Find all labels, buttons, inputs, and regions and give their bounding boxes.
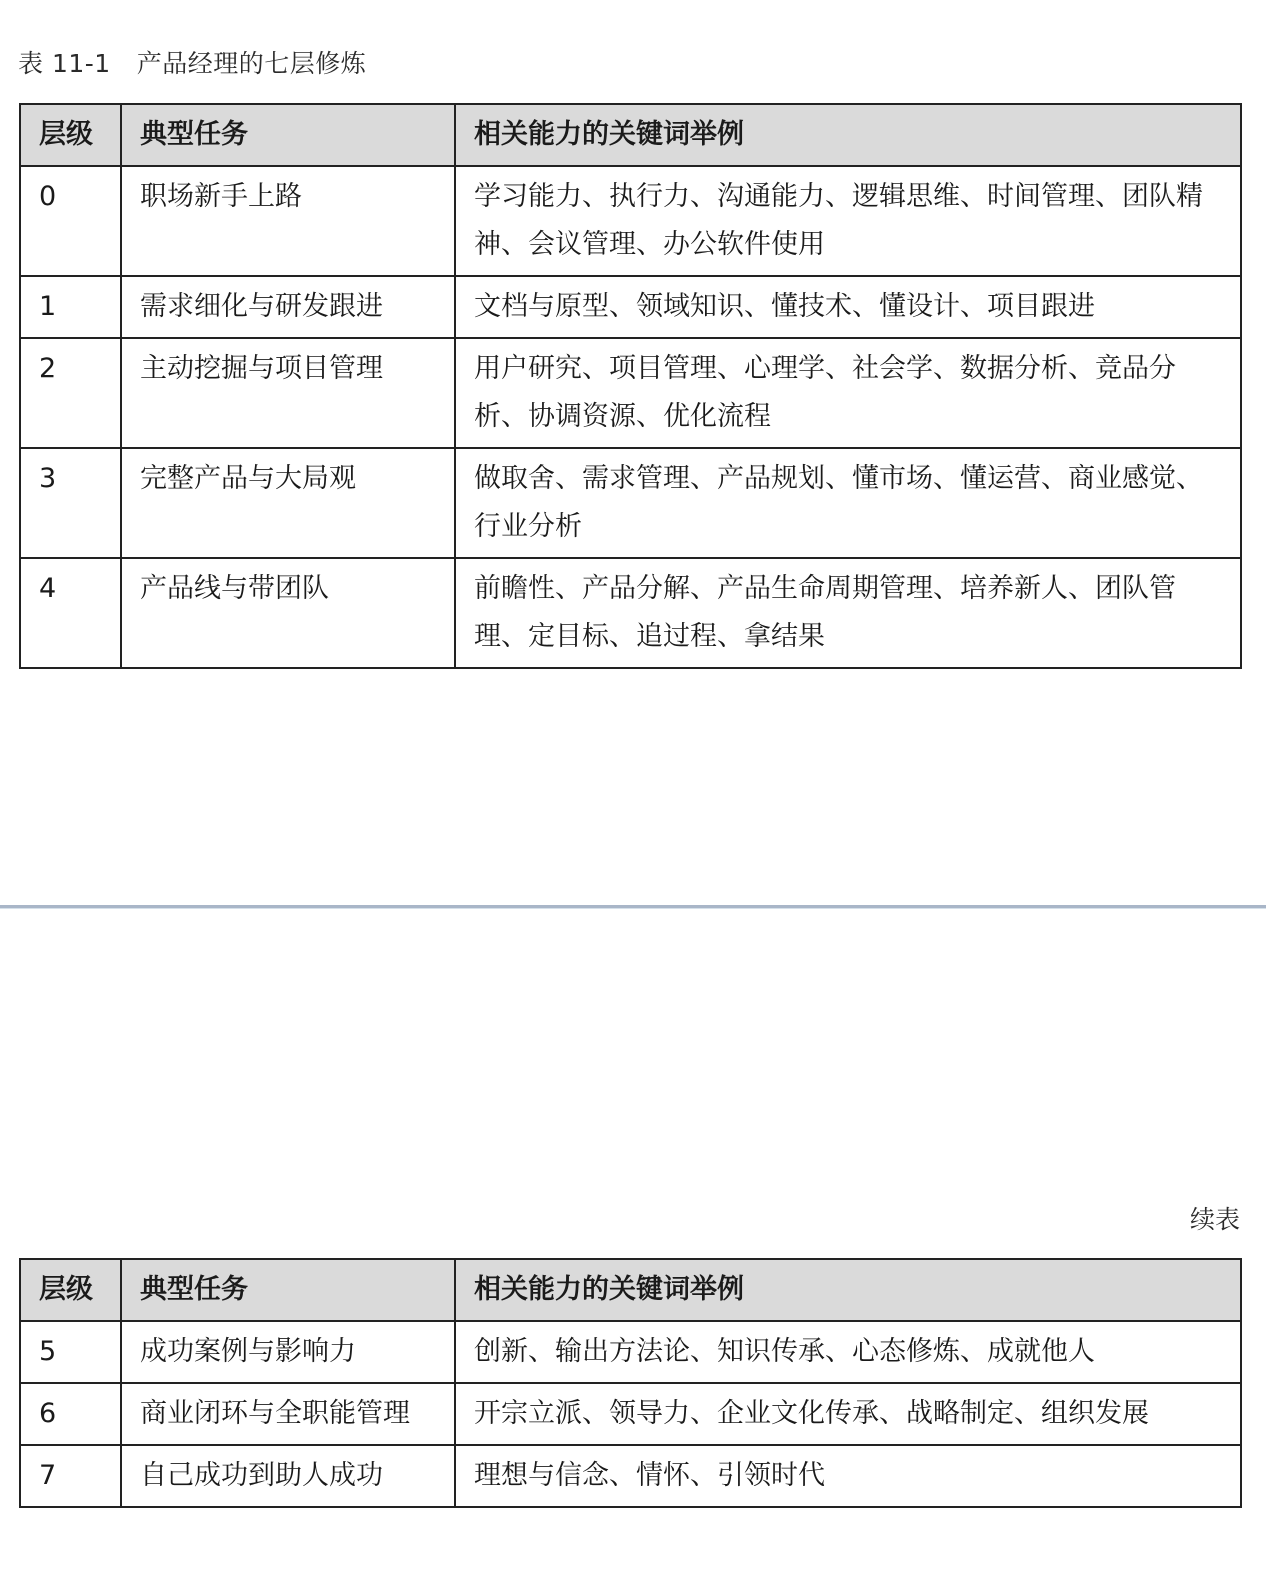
header-keywords: 相关能力的关键词举例 [455, 104, 1241, 166]
table-row [20, 448, 1241, 558]
cell-task: 需求细化与研发跟进 [121, 276, 455, 338]
table-row [20, 338, 1241, 448]
cell-level: 0 [20, 166, 121, 276]
cell-keywords: 前瞻性、产品分解、产品生命周期管理、培养新人、团队管理、定目标、追过程、拿结果 [455, 558, 1241, 668]
table-row [20, 276, 1241, 338]
cell-level: 7 [20, 1445, 121, 1507]
cell-keywords: 文档与原型、领域知识、懂技术、懂设计、项目跟进 [455, 276, 1241, 338]
cell-keywords: 学习能力、执行力、沟通能力、逻辑思维、时间管理、团队精神、会议管理、办公软件使用 [455, 166, 1241, 276]
table-title: 产品经理的七层修炼 [136, 49, 367, 78]
table-row [20, 166, 1241, 276]
table-row [20, 1383, 1241, 1445]
cell-level: 6 [20, 1383, 121, 1445]
cell-keywords: 创新、输出方法论、知识传承、心态修炼、成就他人 [455, 1321, 1241, 1383]
continued-label: 续表 [1189, 1205, 1240, 1234]
cell-level: 1 [20, 276, 121, 338]
cell-keywords: 用户研究、项目管理、心理学、社会学、数据分析、竞品分析、协调资源、优化流程 [455, 338, 1241, 448]
levels-table-part-1 [19, 103, 1242, 669]
cell-task: 成功案例与影响力 [121, 1321, 455, 1383]
table-number: 表 11-1 [18, 49, 111, 78]
header-task: 典型任务 [121, 1259, 455, 1321]
cell-task: 产品线与带团队 [121, 558, 455, 668]
header-task: 典型任务 [121, 104, 455, 166]
cell-task: 完整产品与大局观 [121, 448, 455, 558]
cell-level: 4 [20, 558, 121, 668]
cell-task: 商业闭环与全职能管理 [121, 1383, 455, 1445]
cell-task: 主动挖掘与项目管理 [121, 338, 455, 448]
header-level: 层级 [20, 1259, 121, 1321]
levels-table-part-2 [19, 1258, 1242, 1508]
cell-level: 5 [20, 1321, 121, 1383]
header-level: 层级 [20, 104, 121, 166]
table-row [20, 1321, 1241, 1383]
page-divider [0, 905, 1266, 909]
table-header-row [20, 1259, 1241, 1321]
cell-level: 3 [20, 448, 121, 558]
table-row [20, 1445, 1241, 1507]
cell-keywords: 做取舍、需求管理、产品规划、懂市场、懂运营、商业感觉、行业分析 [455, 448, 1241, 558]
header-keywords: 相关能力的关键词举例 [455, 1259, 1241, 1321]
cell-task: 职场新手上路 [121, 166, 455, 276]
cell-task: 自己成功到助人成功 [121, 1445, 455, 1507]
table-row [20, 558, 1241, 668]
table-caption [18, 44, 366, 80]
cell-level: 2 [20, 338, 121, 448]
table-header-row [20, 104, 1241, 166]
cell-keywords: 理想与信念、情怀、引领时代 [455, 1445, 1241, 1507]
cell-keywords: 开宗立派、领导力、企业文化传承、战略制定、组织发展 [455, 1383, 1241, 1445]
